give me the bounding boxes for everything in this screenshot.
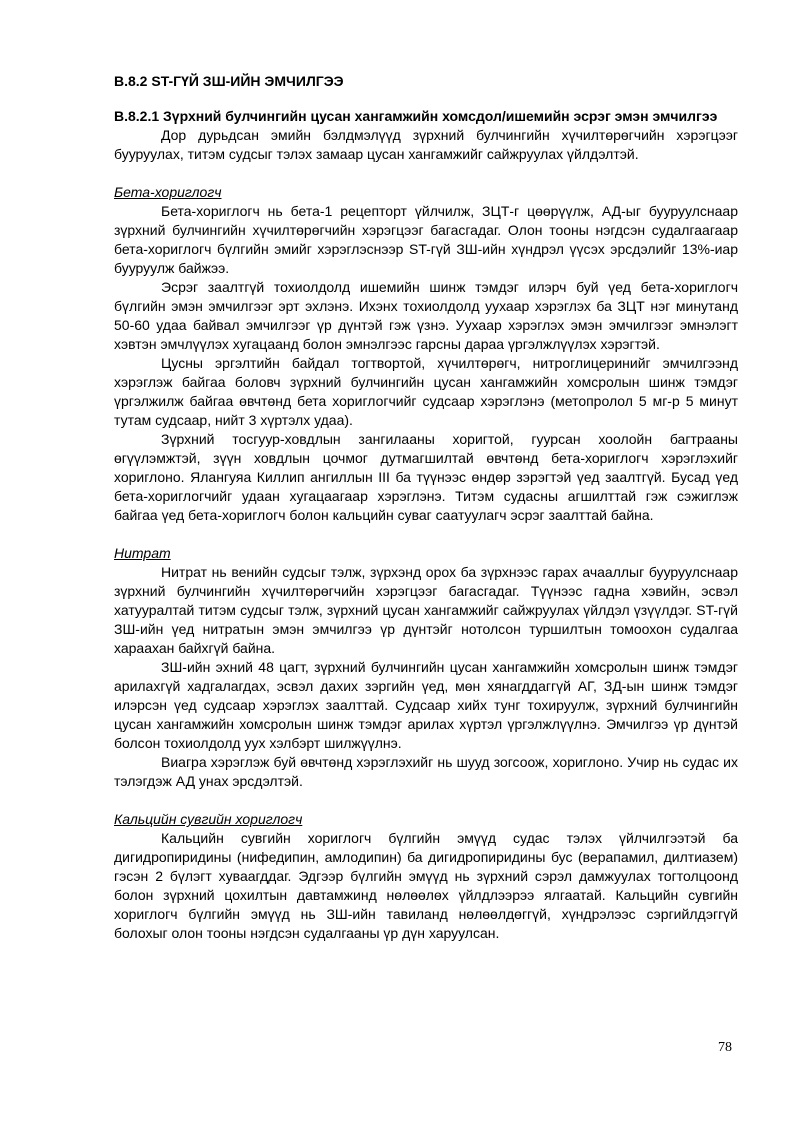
beta-paragraph-3: Цусны эргэлтийн байдал тогтвортой, хүчилтөрөгч, нитроглицеринийг эмчилгээнд хэрэглэж байгаа боловч зүрхний булчингийн цусан хангамжийн хомсролын шинж тэмдэг үргэлжилж байгаа өвчтөнд бета хориглогчийг судсаар хэрэглэнэ (метопролол 5 мг-р 5 минут тутам судсаар, нийт 3 хүртэлх удаа).: [114, 355, 738, 428]
calcium-paragraph-1: Кальцийн сувгийн хориглогч бүлгийн эмүүд судас тэлэх үйлчилгээтэй ба дигидропиридины (нифедипин, амлодипин) ба дигидропиридины бус (верапамил, дилтиазем) гэсэн 2 бүлэгт хуваагддаг. Эдгээр бүлгийн эмүүд нь зүрхний сэрэл дамжуулах тогтолцоонд болон зүрхний цохилтын давтамжинд нөлөөлөх үйлдлээрээ ялгаатай. Кальцийн сувгийн хориглогч бүлгийн эмүүд нь ЗШ-ийн тавиланд нөлөөлдөггүй, хүндрэлээс сэргийлдэггүй болохыг олон тооны нэгдсэн судалгааны үр дүн харуулсан.: [114, 830, 738, 941]
section-title: В.8.2 ST-ГҮЙ ЗШ-ИЙН ЭМЧИЛГЭЭ: [114, 73, 344, 89]
beta-paragraph-4: Зүрхний тосгуур-ховдлын зангилааны хоригтой, гуурсан хоолойн багтрааны өгүүлэмжтэй, зүүн ховдлын цочмог дутмагшилтай өвчтөнд бета-хориглогч хэрэглэхийг хориглоно. Ялангуяа Киллип ангиллын III ба түүнээс өндөр зэрэгтэй үед заалтгүй. Бусад үед бета-хориглогчийг удаан хугацаагаар хэрэглэнэ. Титэм судасны агшилттай гэж сэжиглэж байгаа үед бета-хориглогч болон кальцийн суваг саатуулагч эсрэг заалттай байна.: [114, 431, 738, 523]
beta-blocker-heading: Бета-хориглогч: [114, 184, 222, 200]
nitrate-paragraph-2: ЗШ-ийн эхний 48 цагт, зүрхний булчингийн цусан хангамжийн хомсролын шинж тэмдэг арилахгүй хадгалагдах, эсвэл дахих зэргийн үед, мөн хянагддаггүй АГ, ЗД-ын шинж тэмдэг илэрсэн үед судсаар хэрэглэх заалттай. Судсаар хийх тунг тохируулж, зүрхний булчингийн цусан хангамжийн хомсролын шинж тэмдэг арилах хүртэл үргэлжлүүлнэ. Эмчилгээ үр дүнтэй болсон тохиолдолд уух хэлбэрт шилжүүлнэ.: [114, 659, 738, 751]
nitrate-heading: Нитрат: [114, 545, 171, 561]
beta-paragraph-2: Эсрэг заалтгүй тохиолдолд ишемийн шинж тэмдэг илэрч буй үед бета-хориглогч бүлгийн эмэн эмчилгээг эрт эхлэнэ. Ихэнх тохиолдолд уухаар хэрэглэх ба ЗЦТ нэг минутанд 50-60 удаа байвал эмчилгээг үр дүнтэй гэж үзнэ. Уухаар хэрэглэх эмэн эмчилгээг эмнэлэгт хэвтэн эмчлүүлэх хугацаанд болон эмнэлгээс гарсны дараа үргэлжлүүлэх хэрэгтэй.: [114, 279, 738, 352]
nitrate-paragraph-1: Нитрат нь венийн судсыг тэлж, зүрхэнд орох ба зүрхнээс гарах ачааллыг бууруулснаар зүрхний булчингийн хүчилтөрөгчийн хэрэгцээг багасгадаг. Түүнээс гадна хэвийн, эсвэл хатууралтай титэм судсыг тэлж, зүрхний цусан хангамжийг сайжруулах үйлдэл үзүүлдэг. ST-гүй ЗШ-ийн үед нитратын эмэн эмчилгээ үр дүнтэйг нотолсон туршилтын томоохон судалгаа хараахан байхгүй байна.: [114, 564, 738, 656]
beta-paragraph-1: Бета-хориглогч нь бета-1 рецепторт үйлчилж, ЗЦТ-г цөөрүүлж, АД-ыг бууруулснаар зүрхний булчингийн хүчилтөрөгчийн хэрэгцээг багасгадаг. Олон тооны нэгдсэн судалгаагаар бета-хориглогч бүлгийн эмийг хэрэглэснээр ST-гүй ЗШ-ийн хүндрэл үүсэх эрсдэлийг 13%-иар бууруулж байжээ.: [114, 203, 738, 276]
page-number: 78: [718, 1040, 732, 1055]
intro-paragraph: Дор дурьдсан эмийн бэлдмэлүүд зүрхний булчингийн хүчилтөрөгчийн хэрэгцээг бууруулах, титэм судсыг тэлэх замаар цусан хангамжийг сайжруулах үйлдэлтэй.: [114, 127, 738, 162]
nitrate-paragraph-3: Виагра хэрэглэж буй өвчтөнд хэрэглэхийг нь шууд зогсоож, хориглоно. Учир нь судас их тэлэгдэж АД унах эрсдэлтэй.: [114, 754, 738, 789]
calcium-blocker-heading: Кальцийн сувгийн хориглогч: [114, 811, 303, 827]
subsection-title: В.8.2.1 Зүрхний булчингийн цусан хангамжийн хомсдол/ишемийн эсрэг эмэн эмчилгээ: [114, 108, 718, 124]
document-page: [114, 62, 738, 943]
